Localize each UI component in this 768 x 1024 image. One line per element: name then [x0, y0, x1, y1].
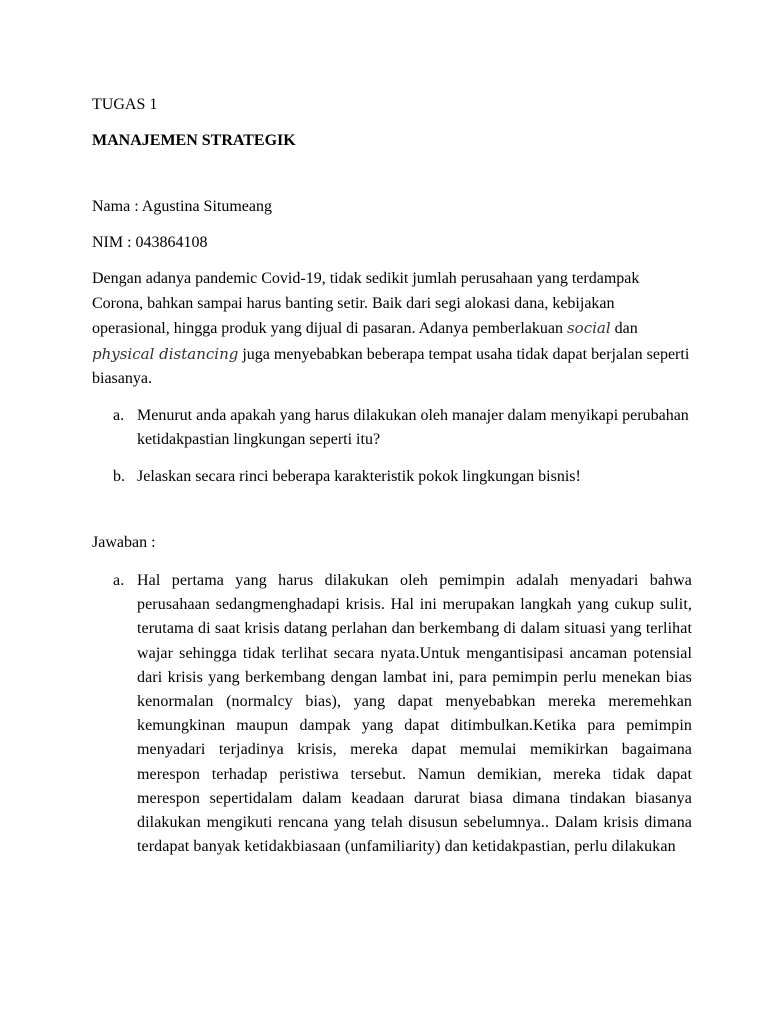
assignment-title: TUGAS 1 [92, 96, 158, 113]
answer-list [92, 569, 692, 859]
student-name: Nama : Agustina Situmeang [92, 198, 272, 215]
question-item [92, 465, 692, 490]
question-marker: b. [113, 467, 125, 485]
answer-marker: a. [113, 572, 125, 589]
question-text: Menurut anda apakah yang harus dilakukan oleh manajer dalam menyikapi perubahan ketidakpastian lingkungan seperti itu? [137, 406, 689, 448]
student-nim: NIM : 043864108 [92, 234, 208, 251]
intro-paragraph [92, 267, 692, 392]
answer-text: Hal pertama yang harus dilakukan oleh pemimpin adalah menyadari bahwa perusahaan sedangmenghadapi krisis. Hal ini merupakan langkah yang cukup sulit, terutama di saat krisis datang perlahan dan berkembang di dalam situasi yang terlihat wajar sehingga tidak terlihat secara nyata.Untuk mengantisipasi ancaman potensial dari krisis yang berkembang dengan lambat ini, para pemimpin perlu menekan bias kenormalan (normalcy bias), yang dapat menyebabkan mereka meremehkan kemungkinan maupun dampak yang dapat ditimbulkan.Ketika para pemimpin menyadari terjadinya krisis, mereka dapat memulai memikirkan bagaimana merespon terhadap peristiwa tersebut. Namun demikian, mereka tidak dapat merespon sepertidalam dalam keadaan darurat biasa dimana tindakan biasanya dilakukan mengikuti rencana yang telah disusun sebelumnya.. Dalam krisis dimana terdapat banyak ketidakbiasaan (unfamiliarity) dan ketidakpastian, perlu dilakukan [137, 572, 692, 856]
document-page [92, 93, 692, 859]
intro-text-1: Dengan adanya pandemic Covid-19, tidak sedikit jumlah perusahaan yang terdampak Corona, bahkan sampai harus banting setir. Baik dari segi alokasi dana, kebijakan operasional, hingga produk yang dijual di pasaran. Adanya pemberlakuan [92, 270, 640, 337]
question-text: Jelaskan secara rinci beberapa karakteristik pokok lingkungan bisnis! [137, 467, 581, 485]
intro-text-2: dan [610, 320, 638, 337]
intro-text-3: juga menyebabkan beberapa tempat usaha tidak dapat berjalan seperti biasanya. [92, 345, 690, 387]
question-marker: a. [113, 406, 125, 424]
answer-heading: Jawaban : [92, 534, 156, 551]
intro-italic-social: social [566, 319, 611, 337]
course-title: MANAJEMEN STRATEGIK [92, 132, 296, 149]
intro-italic-physical-distancing: physical distancing [92, 344, 239, 363]
question-item [92, 404, 692, 453]
question-list [92, 404, 692, 490]
answer-item [92, 569, 692, 859]
